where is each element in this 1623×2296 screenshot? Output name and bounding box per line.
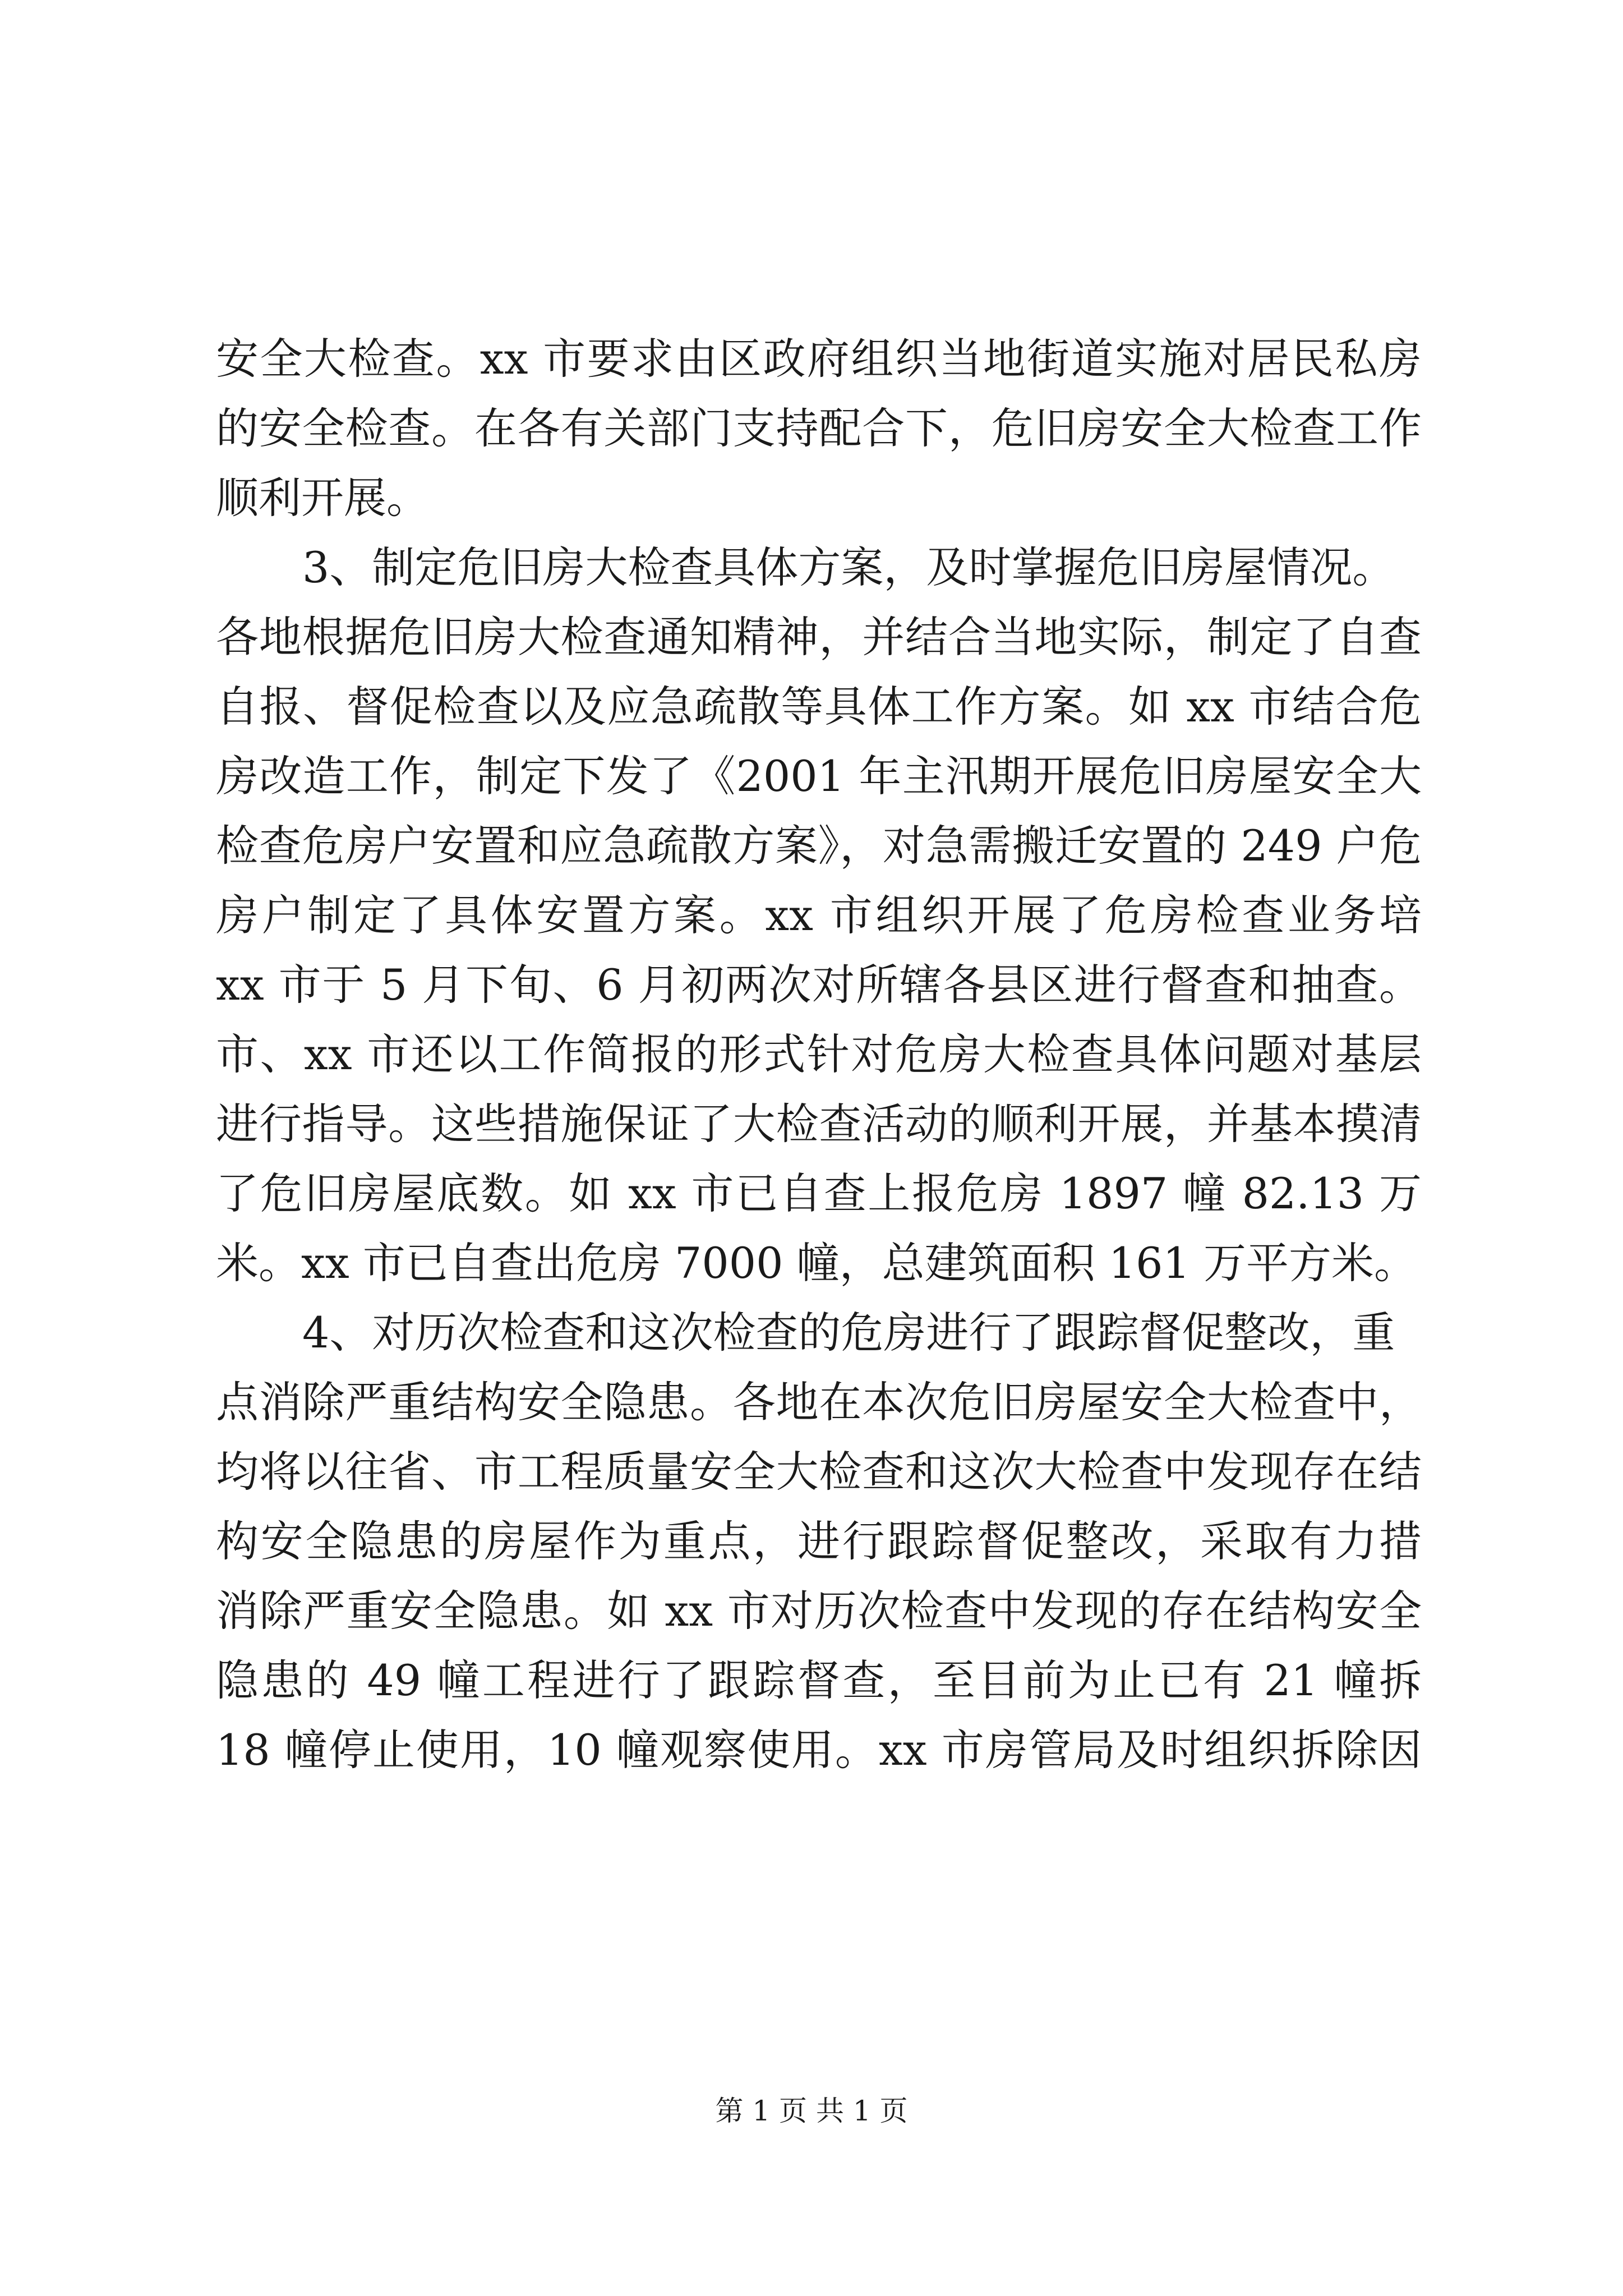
- text-line: 18 幢停止使用，10 幢观察使用。xx 市房管局及时组织拆除因: [216, 1725, 1422, 1775]
- text-line: 消除严重安全隐患。如 xx 市对历次检查中发现的存在结构安全: [216, 1586, 1422, 1636]
- text-line: 各地根据危旧房大检查通知精神，并结合当地实际，制定了自查: [216, 612, 1422, 662]
- text-line: 房改造工作，制定下发了《2001 年主汛期开展危旧房屋安全大: [216, 751, 1422, 801]
- text-line: xx 市于 5 月下旬、6 月初两次对所辖各县区进行督查和抽查。: [216, 960, 1422, 1010]
- section-heading: 3、制定危旧房大检查具体方案，及时掌握危旧房屋情况。: [302, 542, 1395, 592]
- text-line: 构安全隐患的房屋作为重点，进行跟踪督促整改，采取有力措: [216, 1516, 1422, 1566]
- text-line: 市、xx 市还以工作简报的形式针对危房大检查具体问题对基层: [216, 1029, 1422, 1079]
- text-line: 米。xx 市已自查出危房 7000 幢，总建筑面积 161 万平方米。: [216, 1238, 1417, 1288]
- text-line: 顺利开展。: [216, 473, 429, 523]
- section-heading: 4、对历次检查和这次检查的危房进行了跟踪督促整改，重: [302, 1308, 1395, 1358]
- page-number-footer: 第 1 页 共 1 页: [715, 2095, 908, 2127]
- text-line: 房户制定了具体安置方案。xx 市组织开展了危房检查业务培: [216, 890, 1422, 940]
- text-line: 隐患的 49 幢工程进行了跟踪督查，至目前为止已有 21 幢拆: [216, 1655, 1422, 1705]
- text-line: 点消除严重结构安全隐患。各地在本次危旧房屋安全大检查中，: [216, 1377, 1422, 1427]
- text-line: 检查危房户安置和应急疏散方案》，对急需搬迁安置的 249 户危: [216, 821, 1422, 871]
- text-line: 进行指导。这些措施保证了大检查活动的顺利开展，并基本摸清: [216, 1099, 1422, 1149]
- text-line: 自报、督促检查以及应急疏散等具体工作方案。如 xx 市结合危: [216, 682, 1422, 731]
- text-line: 了危旧房屋底数。如 xx 市已自查上报危房 1897 幢 82.13 万: [216, 1168, 1422, 1218]
- text-line: 均将以往省、市工程质量安全大检查和这次大检查中发现存在结: [216, 1447, 1422, 1497]
- text-line: 安全大检查。xx 市要求由区政府组织当地街道实施对居民私房: [216, 334, 1422, 384]
- text-line: 的安全检查。在各有关部门支持配合下，危旧房安全大检查工作: [216, 403, 1422, 453]
